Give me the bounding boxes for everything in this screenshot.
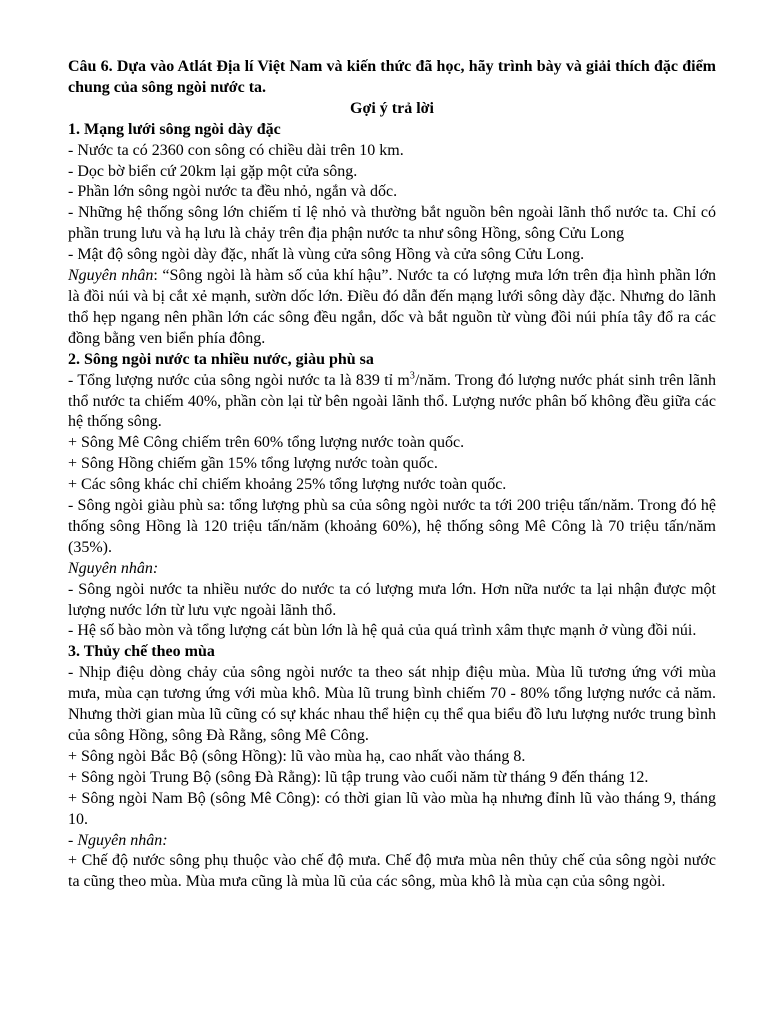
section-2-bullet-1-post: /năm. Trong đó lượng nước phát sinh trên lãnh thổ nước ta chiếm 40%, phần còn lại từ bên ngoài lãnh thổ. Lượng nước phân bố không đều giữa các hệ thống sông. [68,371,716,431]
section-1-bullet-2: - Dọc bờ biển cứ 20km lại gặp một cửa sông. [68,162,358,180]
answer-heading: Gợi ý trả lời [350,99,434,117]
section-2-bullet-2: - Sông ngòi giàu phù sa: tổng lượng phù sa của sông ngòi nước ta tới 200 triệu tấn/năm. Trong đó hệ thống sông Hồng là 120 triệu tấn/năm (khoảng 60%), hệ thống sông Mê Công là 70 triệu tấn/năm (35%). [68,497,716,556]
section-1-cause [68,266,716,350]
section-3-cause-label: - Nguyên nhân: [68,831,168,849]
section-3-heading: 3. Thủy chế theo mùa [68,643,215,661]
section-1-bullet-4: - Những hệ thống sông lớn chiếm tỉ lệ nhỏ và thường bắt nguồn bên ngoài lãnh thổ nước ta. Chỉ có phần trung lưu và hạ lưu là chảy trên địa phận nước ta như sông Hồng, sông Cửu Long [68,204,716,243]
section-2-plus-1: + Sông Mê Công chiếm trên 60% tổng lượng nước toàn quốc. [68,434,465,452]
section-2-cause-1: - Sông ngòi nước ta nhiều nước do nước ta có lượng mưa lớn. Hơn nữa nước ta lại nhận được một lượng nước lớn từ lưu vực ngoài lãnh thổ. [68,580,716,619]
section-3-plus-1: + Sông ngòi Bắc Bộ (sông Hồng): lũ vào mùa hạ, cao nhất vào tháng 8. [68,747,526,765]
superscript-3: 3 [409,370,415,382]
section-1-cause-text: : “Sông ngòi là hàm số của khí hậu”. Nước ta có lượng mưa lớn trên địa hình phần lớn là đồi núi và bị cắt xẻ mạnh, sườn dốc lớn. Điều đó dẫn đến mạng lưới sông dày đặc. Nhưng do lãnh thổ hẹp ngang nên phần lớn các sông đều ngắn, dốc và bắt nguồn từ vùng đồi núi phía tây đổ ra các đồng bằng ven biển phía đông. [68,267,717,347]
section-2-plus-2: + Sông Hồng chiếm gần 15% tổng lượng nước toàn quốc. [68,455,438,473]
section-2-heading: 2. Sông ngòi nước ta nhiều nước, giàu phù sa [68,350,374,368]
section-1-heading: 1. Mạng lưới sông ngòi dày đặc [68,120,281,138]
section-2-plus-3: + Các sông khác chỉ chiếm khoảng 25% tổng lượng nước toàn quốc. [68,476,507,494]
section-1-bullet-1: - Nước ta có 2360 con sông có chiều dài trên 10 km. [68,141,404,159]
section-3-plus-2: + Sông ngòi Trung Bộ (sông Đà Rằng): lũ tập trung vào cuối năm từ tháng 9 đến tháng 12. [68,768,649,786]
section-3-plus-3: + Sông ngòi Nam Bộ (sông Mê Công): có thời gian lũ vào mùa hạ nhưng đỉnh lũ vào tháng 9, tháng 10. [68,789,716,828]
section-2-bullet-1 [68,371,716,434]
section-3-bullet-1: - Nhịp điệu dòng chảy của sông ngòi nước ta theo sát nhịp điệu mùa. Mùa lũ tương ứng với mùa mưa, mùa cạn tương ứng với mùa khô. Mùa lũ trung bình chiếm 70 - 80% tổng lượng nước cả năm. Nhưng thời gian mùa lũ cũng có sự khác nhau thể hiện cụ thể qua biểu đồ lưu lượng nước trung bình của sông Hồng, sông Đà Rằng, sông Mê Công. [68,664,716,744]
section-2-cause-label: Nguyên nhân: [68,559,159,577]
section-1-bullet-5: - Mật độ sông ngòi dày đặc, nhất là vùng cửa sông Hồng và cửa sông Cửu Long. [68,246,585,264]
question-title: Câu 6. Dựa vào Atlát Địa lí Việt Nam và kiến thức đã học, hãy trình bày và giải thích đặc điểm chung của sông ngòi nước ta. [68,58,716,96]
section-1-cause-label: Nguyên nhân [68,267,154,285]
section-1-bullet-3: - Phần lớn sông ngòi nước ta đều nhỏ, ngắn và dốc. [68,183,398,201]
section-2-cause-2: - Hệ số bào mòn và tổng lượng cát bùn lớn là hệ quả của quá trình xâm thực mạnh ở vùng đồi núi. [68,622,697,640]
section-3-cause-1: + Chế độ nước sông phụ thuộc vào chế độ mưa. Chế độ mưa mùa nên thủy chế của sông ngòi nước ta cũng theo mùa. Mùa mưa cũng là mùa lũ của các sông, mùa khô là mùa cạn của sông ngòi. [68,852,716,891]
section-2-bullet-1-pre: - Tổng lượng nước của sông ngòi nước ta là 839 tỉ m [68,371,410,389]
